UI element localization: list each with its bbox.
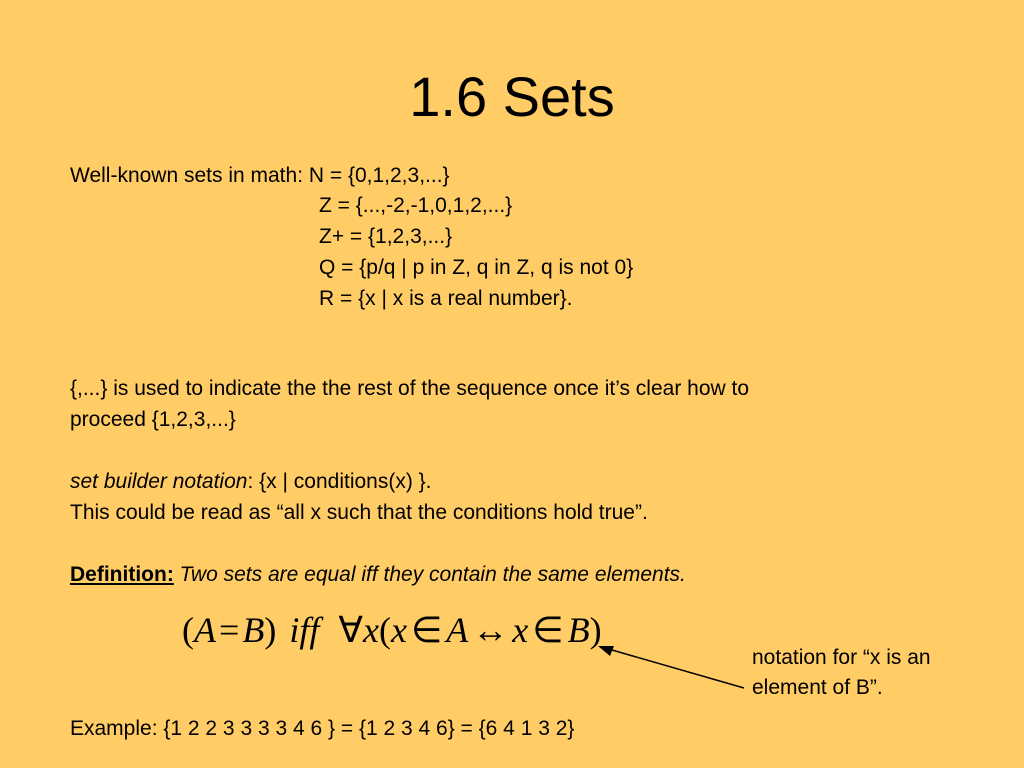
formula-var-a: A bbox=[446, 610, 469, 650]
set-r-line: R = {x | x is a real number}. bbox=[319, 287, 573, 310]
formula-element-of: ∈ bbox=[532, 610, 564, 650]
definition-label: Definition: bbox=[70, 563, 174, 586]
set-zplus-line: Z+ = {1,2,3,...} bbox=[319, 225, 453, 248]
annotation-line-2: element of B”. bbox=[752, 676, 883, 699]
formula-paren: ) bbox=[264, 610, 277, 650]
formula-var-x: x bbox=[512, 610, 529, 650]
formula-var-x: x bbox=[390, 610, 407, 650]
setbuilder-term: set builder notation bbox=[70, 470, 248, 493]
set-q-line: Q = {p/q | p in Z, q in Z, q is not 0} bbox=[319, 256, 634, 279]
annotation-arrow-line bbox=[612, 650, 744, 688]
formula-iff: iff bbox=[289, 610, 320, 650]
annotation-arrow-head bbox=[598, 646, 614, 656]
formula-element-of: ∈ bbox=[410, 610, 443, 650]
formula-forall: ∀ bbox=[338, 610, 363, 650]
example-line: Example: {1 2 2 3 3 3 3 4 6 } = {1 2 3 4 6} = {6 4 1 3 2} bbox=[70, 717, 575, 740]
ellipsis-line-1: {,...} is used to indicate the the rest of the sequence once it’s clear how to bbox=[70, 377, 750, 400]
formula-paren: ) bbox=[589, 610, 602, 650]
ellipsis-line-2: proceed {1,2,3,...} bbox=[70, 408, 236, 431]
formula-var-a: A bbox=[194, 610, 216, 650]
set-z-line: Z = {...,-2,-1,0,1,2,...} bbox=[319, 194, 513, 217]
formula-var-b: B bbox=[567, 610, 590, 650]
formula-var-x: x bbox=[362, 610, 379, 650]
setbuilder-expression: : {x | conditions(x) }. bbox=[247, 470, 432, 493]
slide-title: 1.6 Sets bbox=[409, 65, 615, 128]
definition-text: Two sets are equal iff they contain the same elements. bbox=[179, 563, 686, 586]
formula-var-b: B bbox=[242, 610, 265, 650]
formula-paren: ( bbox=[378, 610, 391, 650]
sets-intro-line: Well-known sets in math: N = {0,1,2,3,...} bbox=[70, 164, 450, 187]
annotation-line-1: notation for “x is an bbox=[752, 646, 931, 669]
setbuilder-reading-line: This could be read as “all x such that the conditions hold true”. bbox=[70, 501, 648, 524]
formula-equals: = bbox=[219, 610, 240, 650]
formula-paren: ( bbox=[182, 610, 194, 650]
formula-biconditional: ↔ bbox=[472, 610, 509, 650]
